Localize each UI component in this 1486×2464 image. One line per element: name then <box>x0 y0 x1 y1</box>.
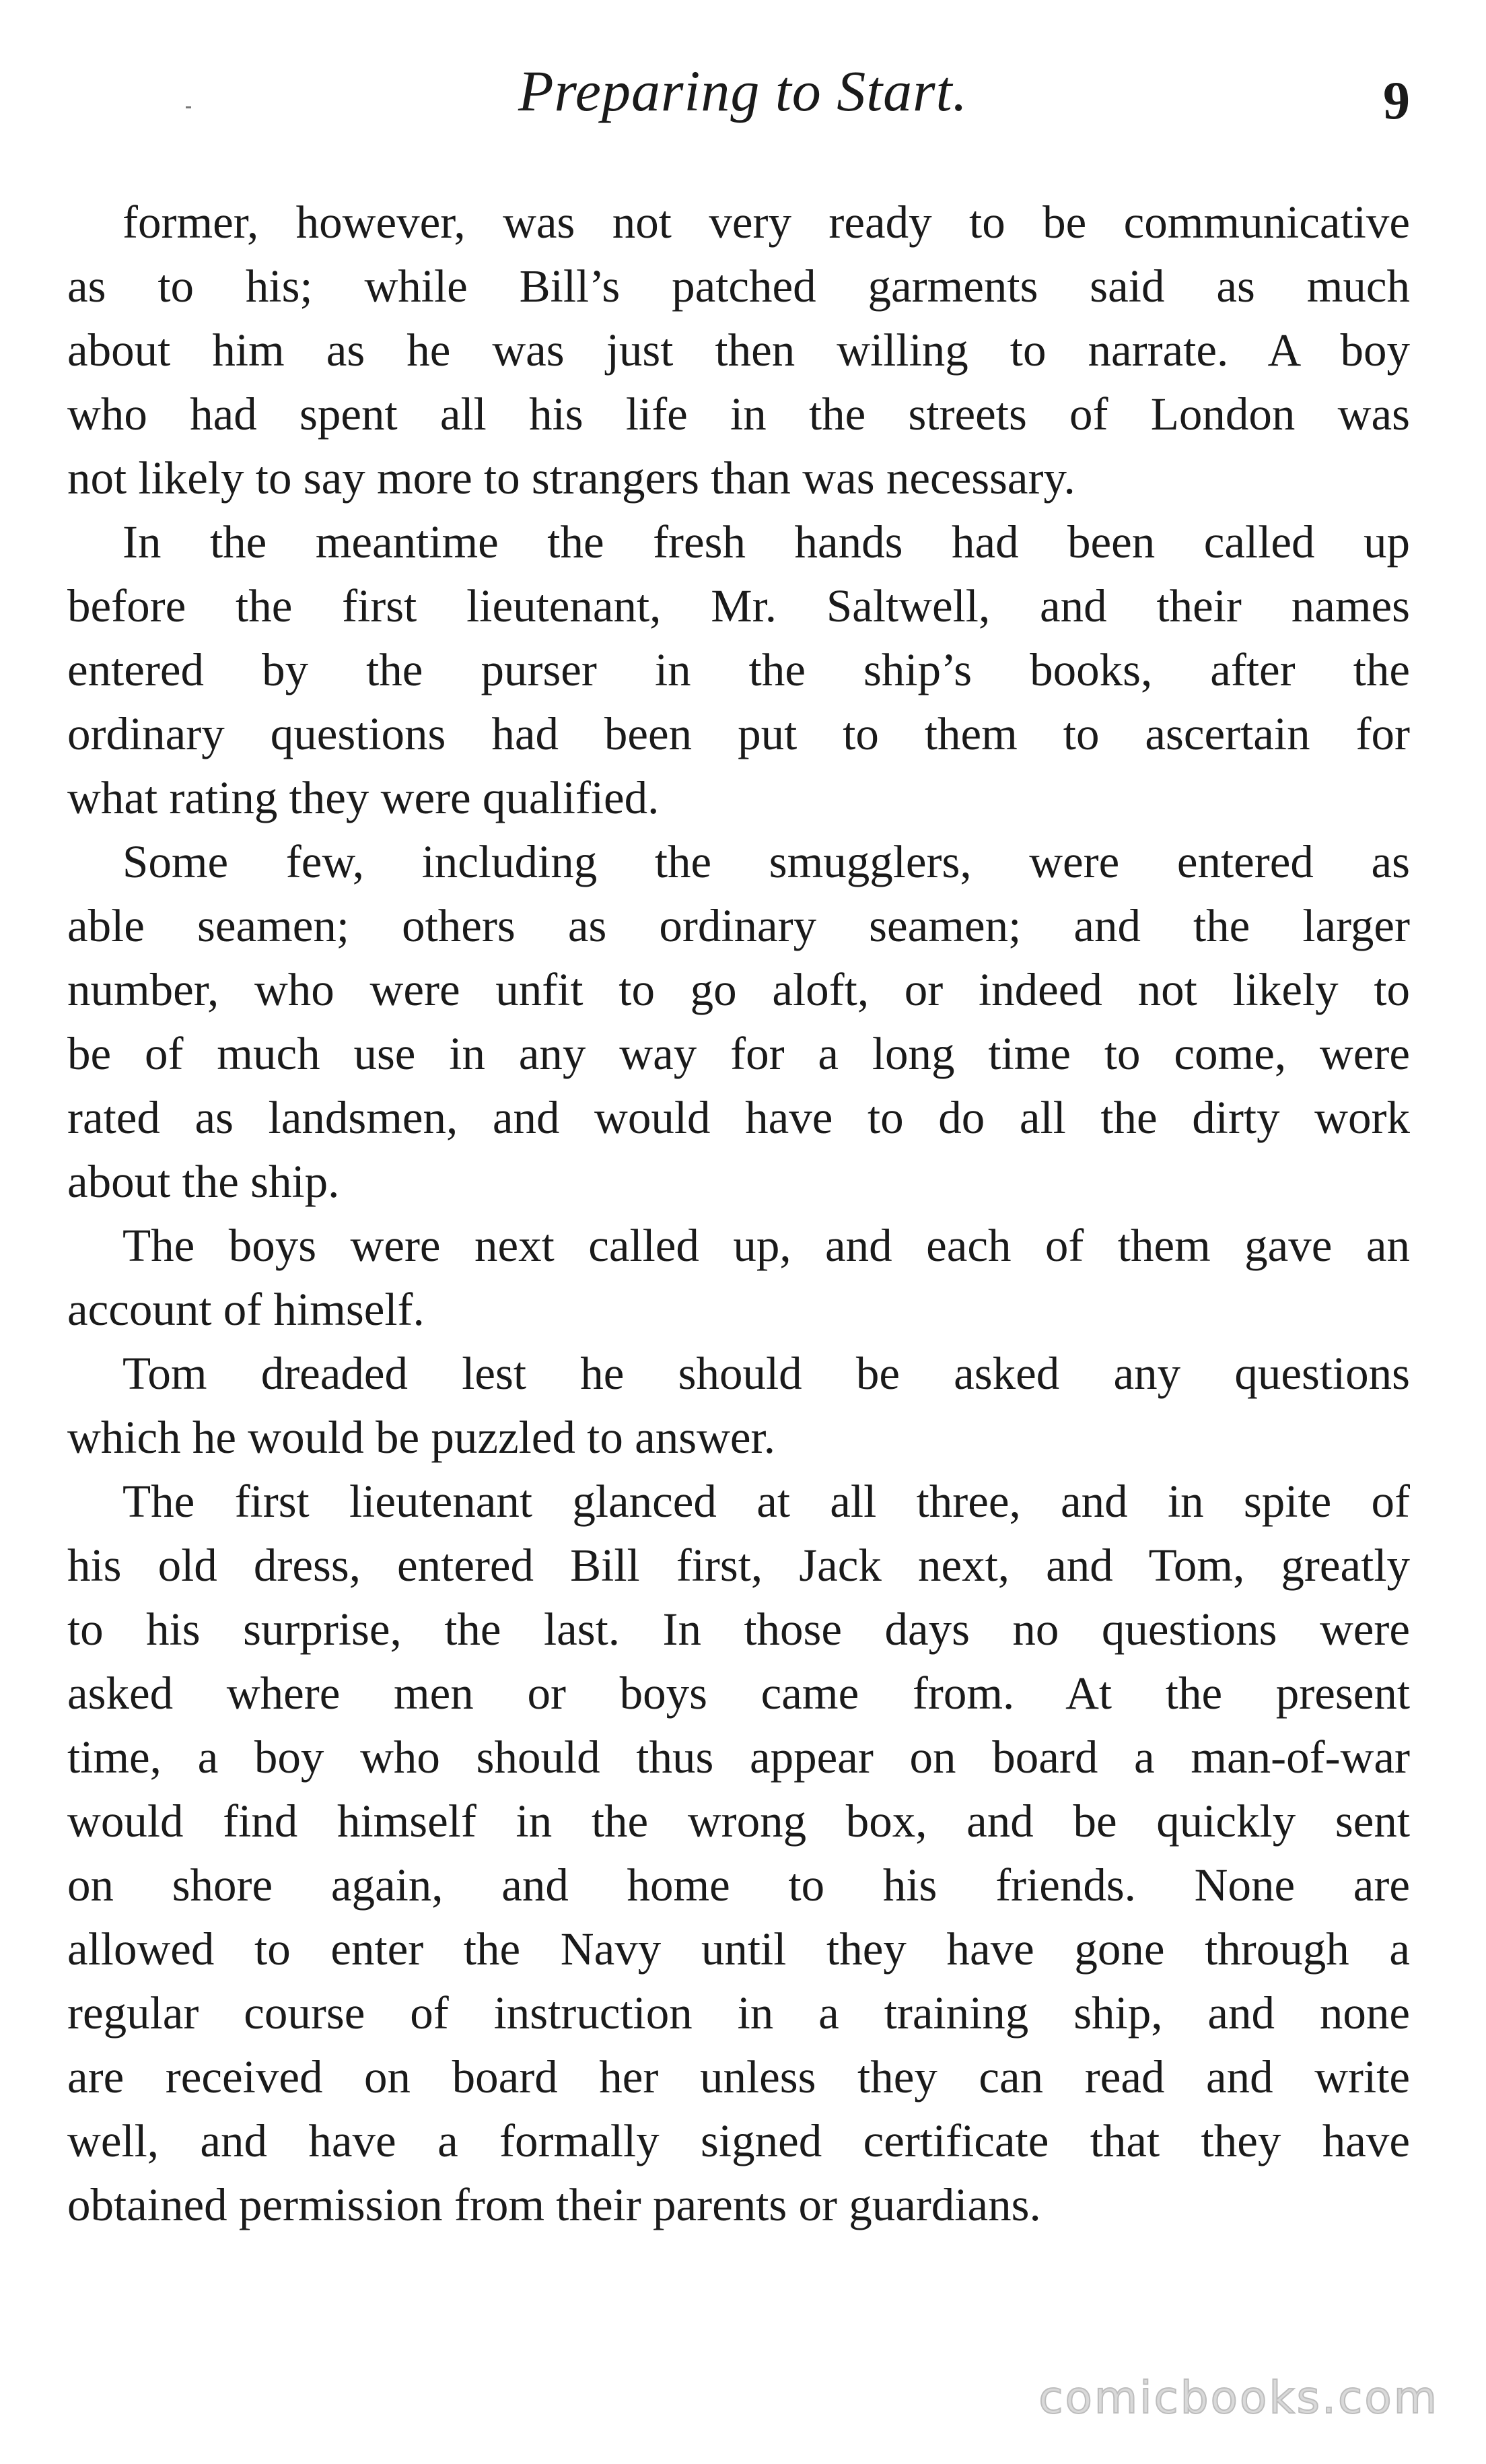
text-line: his old dress, entered Bill first, Jack next, and Tom, greatly <box>67 1540 1410 1591</box>
text-line: which he would be puzzled to answer. <box>67 1412 775 1463</box>
text-line: before the first lieutenant, Mr. Saltwell, and their names <box>67 580 1410 631</box>
text-line: able seamen; others as ordinary seamen; and the larger <box>67 900 1410 951</box>
text-line: to his surprise, the last. In those days no questions were <box>67 1604 1410 1655</box>
text-line: are received on board her unless they can read and write <box>67 2051 1410 2102</box>
text-line: well, and have a formally signed certificate that they have <box>67 2115 1410 2166</box>
running-header-title: Preparing to Start. <box>518 59 968 123</box>
text-line: account of himself. <box>67 1284 425 1335</box>
page-number: 9 <box>1383 71 1410 131</box>
text-line: be of much use in any way for a long time to come, were <box>67 1028 1410 1079</box>
text-line: on shore again, and home to his friends. None are <box>67 1859 1410 1911</box>
text-line: In the meantime the fresh hands had been called up <box>122 516 1410 568</box>
text-line: Tom dreaded lest he should be asked any questions <box>122 1348 1410 1399</box>
text-line: former, however, was not very ready to be communicative <box>122 197 1410 248</box>
text-line: about the ship. <box>67 1156 340 1207</box>
text-line: Some few, including the smugglers, were entered as <box>122 836 1410 887</box>
text-line: rated as landsmen, and would have to do all the dirty work <box>67 1092 1410 1143</box>
site-watermark: comicbooks.com <box>1038 2372 1439 2424</box>
text-line: entered by the purser in the ship’s books, after the <box>67 644 1410 695</box>
text-line: time, a boy who should thus appear on board a man-of-war <box>67 1732 1410 1783</box>
text-line: not likely to say more to strangers than was necessary. <box>67 452 1075 504</box>
text-line: would find himself in the wrong box, and be quickly sent <box>67 1795 1410 1847</box>
text-line: allowed to enter the Navy until they have gone through a <box>67 1923 1410 1975</box>
text-line: The boys were next called up, and each of them gave an <box>122 1220 1410 1271</box>
text-line: ordinary questions had been put to them to ascertain for <box>67 708 1410 759</box>
text-line: asked where men or boys came from. At the present <box>67 1668 1410 1719</box>
body-text <box>67 191 1410 2237</box>
text-line: number, who were unfit to go aloft, or indeed not likely to <box>67 964 1410 1015</box>
text-line: regular course of instruction in a training ship, and none <box>67 1987 1410 2039</box>
text-line: The first lieutenant glanced at all three, and in spite of <box>122 1476 1410 1527</box>
text-line: obtained permission from their parents or guardians. <box>67 2179 1041 2230</box>
text-line: as to his; while Bill’s patched garments said as much <box>67 261 1410 312</box>
text-line: about him as he was just then willing to narrate. A boy <box>67 324 1410 376</box>
print-speck <box>186 106 191 108</box>
text-line: who had spent all his life in the streets of London was <box>67 388 1410 440</box>
text-line: what rating they were qualified. <box>67 772 660 823</box>
